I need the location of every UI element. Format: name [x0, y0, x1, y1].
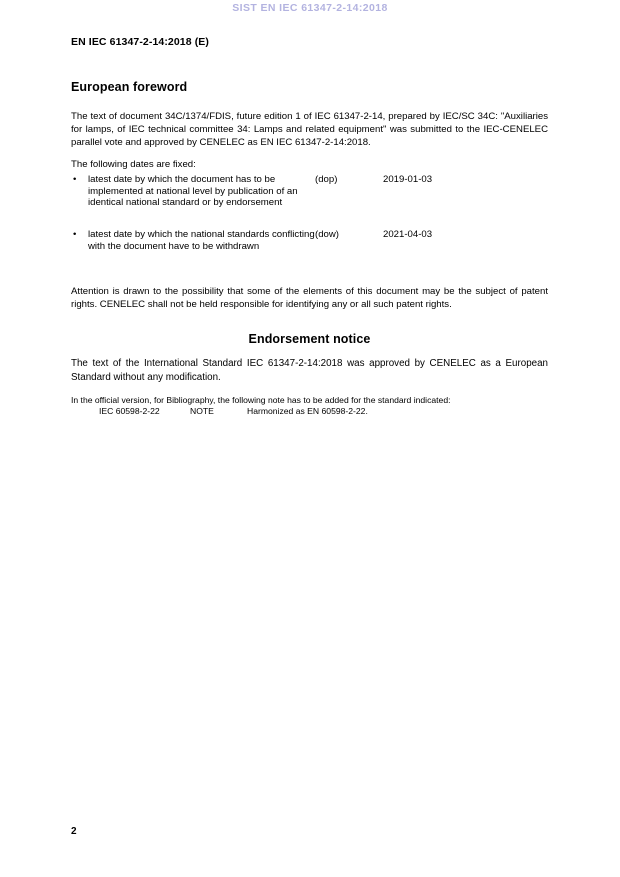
date-description: latest date by which the document has to be implemented at national level by publication of an identical national standard or by endorsement: [88, 174, 298, 209]
note-label: NOTE: [190, 406, 214, 416]
document-identifier: EN IEC 61347-2-14:2018 (E): [71, 36, 210, 48]
page-number: 2: [71, 826, 77, 837]
endorsement-notice-heading: Endorsement notice: [248, 332, 371, 347]
date-value: 2019-01-03: [383, 174, 433, 185]
date-value: 2021-04-03: [383, 229, 433, 240]
date-description: latest date by which the national standards conflicting with the document have to be withdrawn: [88, 229, 315, 252]
dates-intro-text: The following dates are fixed:: [71, 158, 196, 170]
watermark-header: SIST EN IEC 61347-2-14:2018: [232, 2, 388, 14]
patent-rights-notice: Attention is drawn to the possibility that some of the elements of this document may be the subject of patent rights. CENELEC shall not be held responsible for identifying any or all such patent rights.: [71, 285, 548, 310]
note-standard-reference: IEC 60598-2-22: [99, 406, 160, 416]
bullet-icon: •: [73, 229, 77, 240]
foreword-intro-paragraph: The text of document 34C/1374/FDIS, future edition 1 of IEC 61347-2-14, prepared by IEC/SC 34C: "Auxiliaries for lamps, of IEC technical committee 34: Lamps and related equipment" was submitted to the IEC-CENELEC parallel vote and approved by CENELEC as EN IEC 61347-2-14:2018.: [71, 110, 548, 148]
bullet-icon: •: [73, 174, 77, 185]
endorsement-paragraph: The text of the International Standard IEC 61347-2-14:2018 was approved by CENELEC as a European Standard without any modification.: [71, 357, 548, 383]
bibliography-intro-text: In the official version, for Bibliography, the following note has to be added for the standard indicated:: [71, 394, 451, 405]
date-code: (dop): [315, 174, 338, 185]
european-foreword-heading: European foreword: [71, 80, 188, 95]
note-body-text: Harmonized as EN 60598-2-22.: [247, 406, 368, 416]
date-code: (dow): [315, 229, 339, 240]
